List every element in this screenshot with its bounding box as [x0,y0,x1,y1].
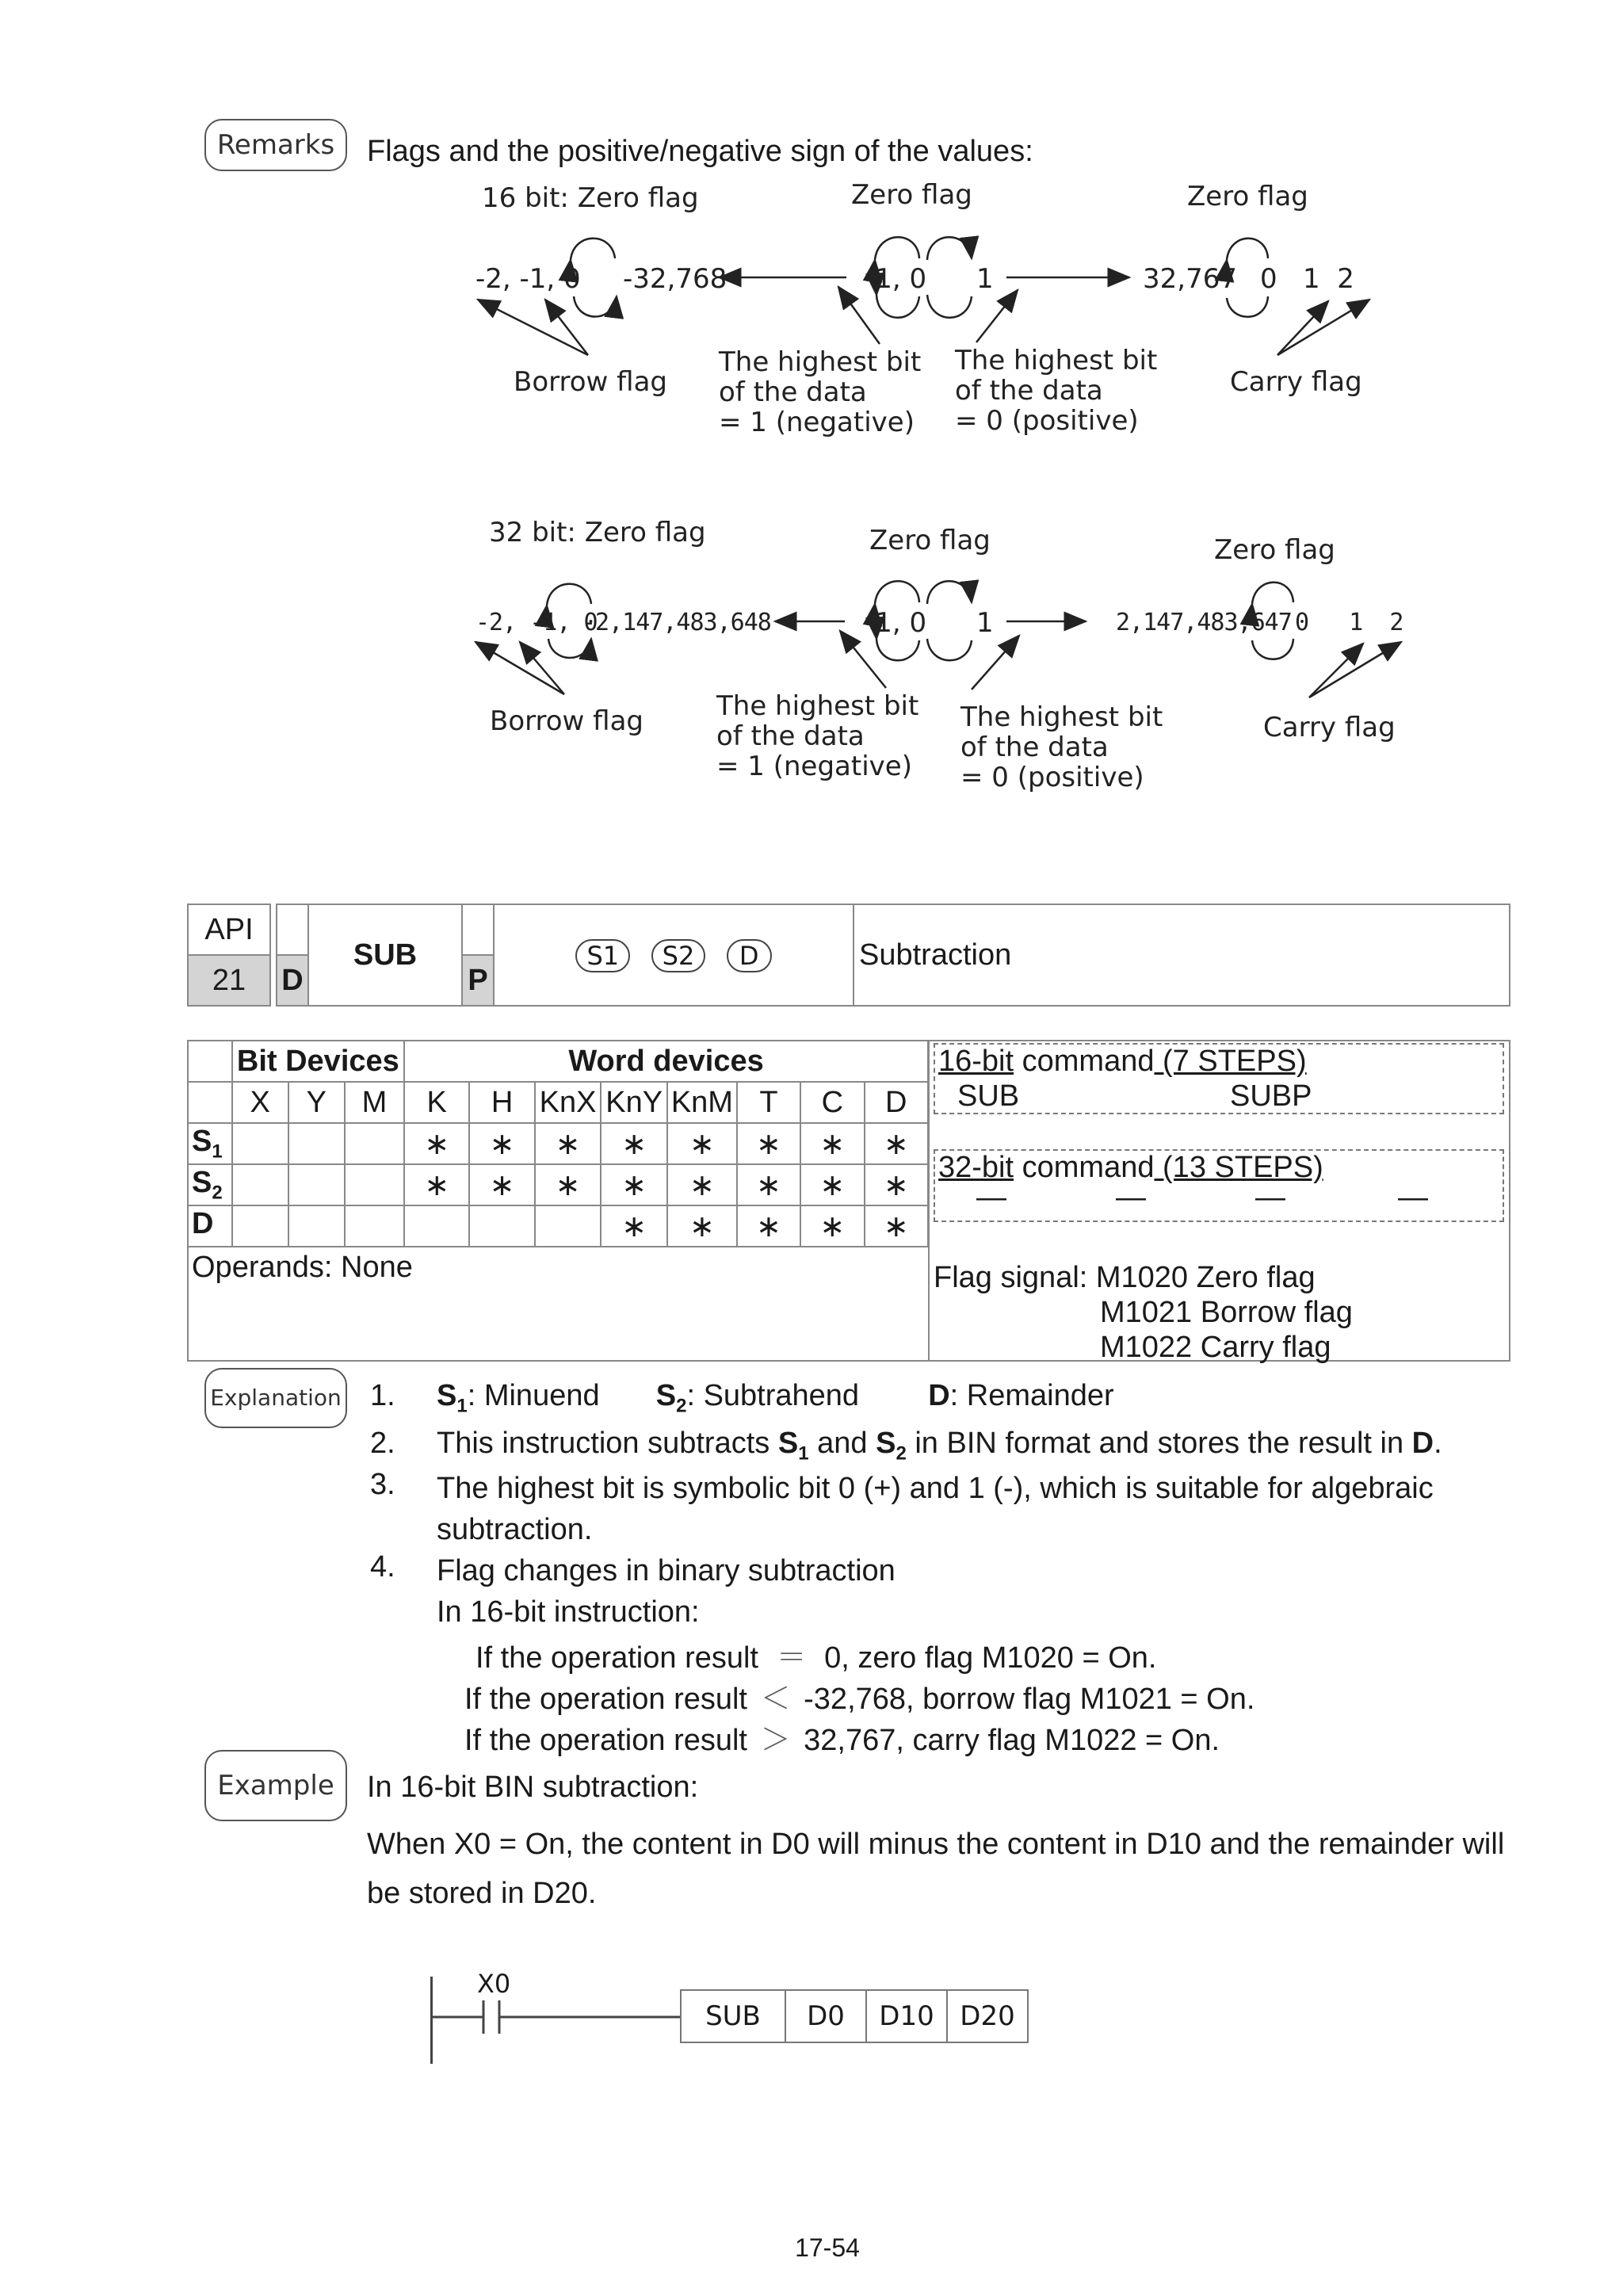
row-label: $S_1$ [187,1123,232,1164]
symbol-sub: 2 [896,1442,907,1465]
operand-cell [288,1205,345,1247]
operands-note: Operands: None [192,1251,413,1284]
note-line: The highest bit [960,701,1163,733]
operand-cell: ∗ [469,1123,534,1164]
example-line-1: In 16-bit BIN subtraction: [367,1771,699,1804]
column-header: H [469,1082,534,1123]
value-range-text: -2, -1, 0 [475,263,581,295]
command-32bit-dash: — [1255,1181,1285,1214]
command-32bit-title [938,1151,1323,1185]
title-part: 16-bit [938,1045,1014,1078]
list-number: 3. [370,1468,395,1501]
operand-cell: ∗ [800,1205,864,1247]
api-number: 21 [188,955,270,1006]
note-line: The highest bit [955,345,1158,376]
operand-cell: ∗ [469,1164,534,1205]
example-line-2: When X0 = On, the content in D0 will minus the content in D10 and the remainder will [367,1828,1505,1861]
example-tag: Example [204,1750,347,1821]
text: : Remainder [949,1379,1114,1412]
note-line: of the data [955,375,1103,407]
operand-cell: ∗ [404,1164,469,1205]
explanation-item-3 [437,1468,1434,1550]
title-part: (13 STEPS) [1154,1151,1323,1184]
column-header: KnX [535,1082,601,1123]
borrow-flag-label: Borrow flag [514,366,667,398]
symbol: S [437,1379,457,1412]
list-number: 1. [370,1379,395,1412]
contact-x0 [428,1997,682,2037]
note-line: of the data [716,720,865,752]
borrow-flag-label: Borrow flag [490,705,643,737]
text: If the operation result [464,1683,747,1716]
d-prefix: D [277,955,308,1006]
operator: ＝ [776,1641,807,1675]
text: 0, zero flag M1020 = On. [824,1641,1157,1675]
operand-cell: ∗ [865,1164,929,1205]
operand-cell [345,1205,404,1247]
api-header-table [187,904,1510,1007]
operand-table [187,1040,929,1247]
operand-cell: ∗ [535,1123,601,1164]
operand-cell [288,1164,345,1205]
value-range-text: 0 1 2 [1260,263,1354,295]
zero-flag-label: Zero flag [851,179,972,211]
column-header: X [232,1082,288,1123]
operator: ＞ [760,1724,791,1757]
text: -32,768, borrow flag M1021 = On. [804,1683,1255,1716]
text: . [1434,1427,1442,1460]
flag-signal-line: M1022 Carry flag [1100,1331,1331,1364]
operand-s2: S2 [651,939,706,972]
note-line: = 1 (negative) [716,751,912,782]
explanation-item-4 [437,1550,896,1633]
value-range-text: 1 [976,263,994,295]
operator: ＜ [760,1683,791,1716]
condition-borrow [464,1674,1254,1717]
value-range-text: 32,767 [1143,263,1237,295]
symbol-sub: 2 [676,1395,687,1417]
flag-signal-line: Flag signal: M1020 Zero flag [934,1261,1316,1294]
command-16bit-left: SUB [957,1079,1020,1113]
operand-cell: ∗ [800,1164,864,1205]
symbol: S [777,1427,799,1460]
page-number: 17-54 [795,2233,860,2262]
operand-cell [469,1205,534,1247]
vertical-divider [928,1040,930,1362]
note-line: = 0 (positive) [955,405,1139,437]
note-line: The highest bit [719,346,922,378]
column-header: KnY [601,1082,667,1123]
function-name: Subtraction [854,904,1510,1006]
operand-d: D [727,939,772,972]
operand-cell: ∗ [865,1123,929,1164]
ladder-instruction-box [680,1989,1029,2043]
operand-cell [288,1123,345,1164]
operand-cell [232,1205,288,1247]
list-number: 2. [370,1427,395,1460]
symbol: D [1411,1427,1434,1460]
note-line: The highest bit [716,690,919,722]
text: : Minuend [467,1379,600,1412]
column-header: C [800,1082,864,1123]
column-header: Y [288,1082,345,1123]
column-header: T [737,1082,800,1123]
explanation-item-2 [437,1427,1442,1465]
flag-arrows-32bit [0,0,1623,832]
operand-cell [232,1123,288,1164]
title-part: command [1014,1151,1155,1184]
text: If the operation result [464,1724,747,1757]
value-range-text: -2,147,483,648 [582,609,771,636]
text-line: Flag changes in binary subtraction [437,1554,896,1587]
corner-cell [187,1041,232,1082]
flag-signal-line: M1021 Borrow flag [1100,1296,1353,1329]
operand-cell: ∗ [667,1164,737,1205]
value-range-text: 1 [976,607,994,639]
operand-cell [345,1164,404,1205]
command-32bit-dash: — [976,1181,1006,1214]
command-32bit-dash: — [1116,1181,1146,1214]
flag-signal-block [934,1260,1353,1365]
value-range-text: 0 1 2 [1295,609,1403,636]
operand-cell: ∗ [737,1164,800,1205]
word-devices-header: Word devices [404,1041,928,1082]
table-row [187,1123,928,1164]
text-line: The highest bit is symbolic bit 0 (+) and 1 (-), which is suitable for algebraic [437,1472,1434,1505]
mnemonic: SUB [308,904,462,1006]
operand-cell [535,1205,601,1247]
ladder-cell-operand: D0 [785,1990,866,2042]
command-16bit-right: SUBP [1230,1079,1312,1113]
operand-cell [345,1123,404,1164]
symbol: S [876,1427,896,1460]
operand-cell: ∗ [601,1164,667,1205]
operand-cell: ∗ [865,1205,929,1247]
explanation-tag: Explanation [204,1368,347,1428]
text: This instruction subtracts [437,1427,778,1460]
operand-cell: ∗ [737,1205,800,1247]
ladder-cell-operand: D10 [866,1990,947,2042]
value-range-text: -1, 0 [865,607,927,639]
zero-flag-label: Zero flag [1187,181,1308,212]
operand-cell: ∗ [667,1205,737,1247]
operand-cell: ∗ [667,1123,737,1164]
row-label: D [187,1205,232,1247]
note-line: = 0 (positive) [960,762,1144,793]
ladder-cell-operand: D20 [947,1990,1028,2042]
title-part: 32-bit [938,1151,1014,1184]
value-range-text: -32,768 [623,263,727,295]
text: in BIN format and stores the result in [906,1427,1412,1460]
remarks-intro: Flags and the positive/negative sign of the values: [367,135,1033,168]
zero-flag-label: 16 bit: Zero flag [482,182,699,214]
operand-cell: ∗ [404,1123,469,1164]
value-range-text: 2,147,483,647 [1116,609,1292,636]
operand-cell: ∗ [601,1123,667,1164]
corner-cell [187,1082,232,1123]
explanation-item-1 [437,1379,1114,1418]
operand-cell [404,1205,469,1247]
table-row [187,1164,928,1205]
ladder-cell-mnemonic: SUB [681,1990,785,2042]
value-range-text: -1, 0 [865,263,927,295]
p-suffix-blank [462,904,494,955]
bit-devices-header: Bit Devices [232,1041,404,1082]
condition-carry [464,1715,1220,1759]
text: : Subtrahend [686,1379,860,1412]
title-part: (7 STEPS) [1154,1045,1307,1078]
operand-cell: ∗ [800,1123,864,1164]
symbol-sub: 1 [456,1395,468,1417]
title-part: command [1014,1045,1155,1078]
note-line: of the data [719,376,867,408]
column-header: K [404,1082,469,1123]
list-number: 4. [370,1550,395,1584]
text-line: subtraction. [437,1513,593,1546]
operand-cell: ∗ [535,1164,601,1205]
operand-s1: S1 [575,939,630,972]
symbol: D [928,1379,950,1412]
operand-cell [232,1164,288,1205]
row-label: $S_2$ [187,1164,232,1205]
text: and [808,1427,876,1460]
operand-cell: ∗ [737,1123,800,1164]
condition-zero [475,1633,1156,1676]
remarks-tag: Remarks [204,119,347,171]
command-16bit-title [938,1045,1307,1079]
p-suffix: P [462,955,494,1006]
note-line: of the data [960,732,1109,763]
zero-flag-label: Zero flag [869,525,991,556]
command-32bit-dash: — [1398,1181,1428,1214]
text: 32,767, carry flag M1022 = On. [804,1724,1220,1757]
carry-flag-label: Carry flag [1263,712,1396,743]
carry-flag-label: Carry flag [1230,366,1362,398]
text: If the operation result [475,1641,758,1675]
zero-flag-label: 32 bit: Zero flag [489,517,706,548]
operand-list [494,904,854,1006]
example-line-3: be stored in D20. [367,1877,597,1910]
operand-cell: ∗ [601,1205,667,1247]
symbol: S [655,1379,677,1412]
column-header: D [865,1082,929,1123]
table-row [187,1205,928,1247]
column-header: KnM [667,1082,737,1123]
d-prefix-blank [277,904,308,955]
contact-label: X0 [477,1969,511,1999]
note-line: = 1 (negative) [719,407,915,438]
text-line: In 16-bit instruction: [437,1595,700,1629]
zero-flag-label: Zero flag [1214,534,1335,566]
symbol-sub: 1 [798,1442,809,1465]
column-header: M [345,1082,404,1123]
value-range-text: -2, -1, 0 [475,609,598,636]
api-label: API [188,904,270,955]
spacer [270,904,277,1006]
